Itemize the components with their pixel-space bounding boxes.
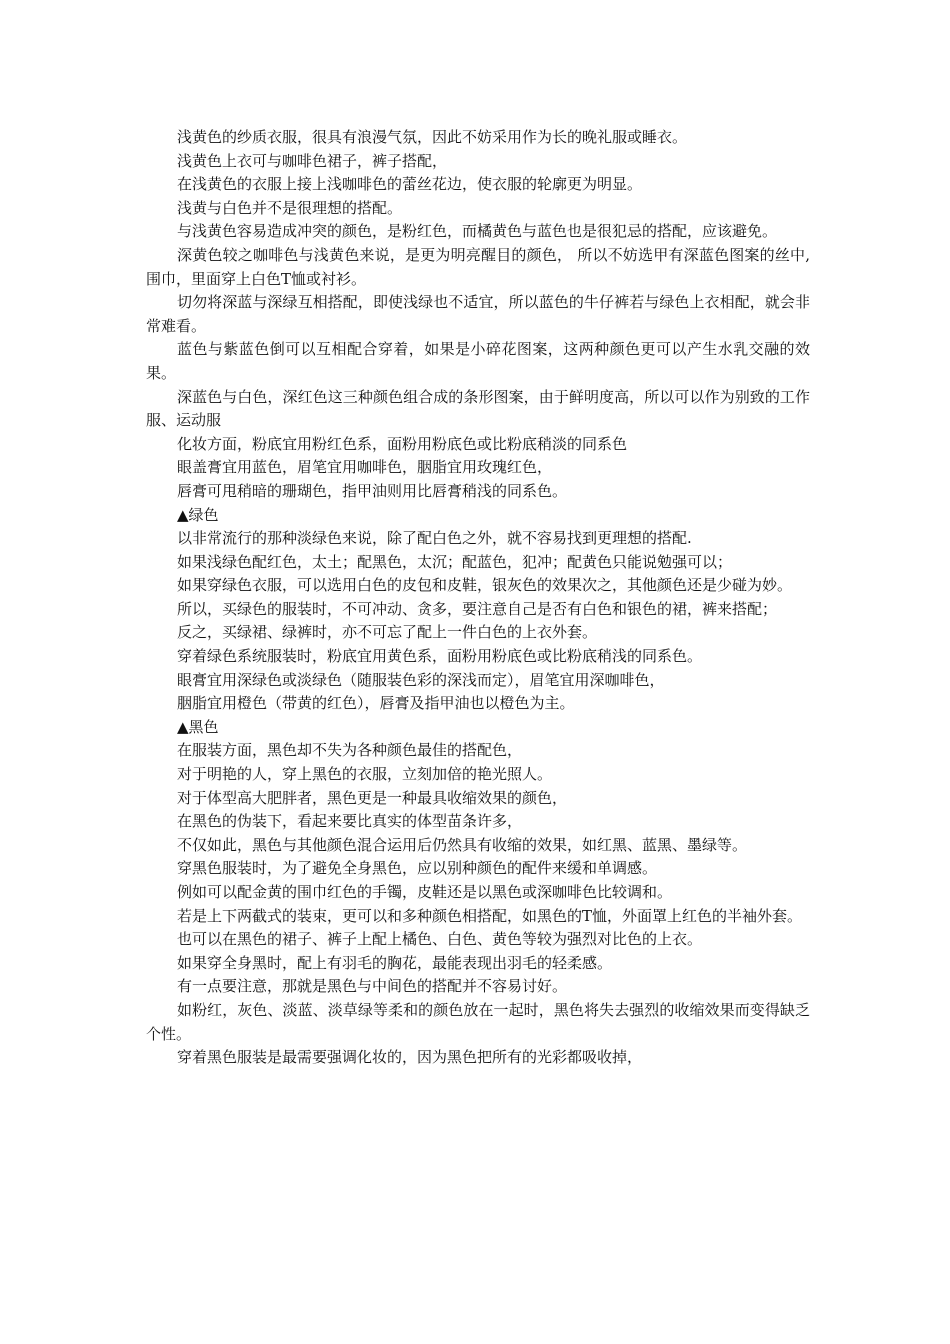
paragraph: 有一点要注意，那就是黑色与中间色的搭配并不容易讨好。 [177,977,568,996]
paragraph: 例如可以配金黄的围巾红色的手镯，皮鞋还是以黑色或深咖啡色比较调和。 [177,883,673,901]
paragraph: 深黄色较之咖啡色与浅黄色来说，是更为明亮醒目的颜色， 所以不妨选甲有深蓝色图案的丝中,围巾，里面穿上白色T恤或衬衫。 [146,245,810,288]
paragraph: 以非常流行的那种淡绿色来说，除了配白色之外，就不容易找到更理想的搭配. [177,529,692,548]
paragraph: 反之，买绿裙、绿裤时，亦不可忘了配上一件白色的上衣外套。 [177,623,598,642]
section-heading-green: ▲绿色 [177,505,219,524]
paragraph: 不仅如此，黑色与其他颜色混合运用后仍然具有收缩的效果，如红黑、蓝黑、墨绿等。 [177,835,748,854]
paragraph: 如果穿全身黑时，配上有羽毛的胸花，最能表现出羽毛的轻柔感。 [177,953,613,972]
paragraph: 眼膏宜用深绿色或淡绿色（随服装色彩的深浅而定），眉笔宜用深咖啡色， [177,670,665,689]
section-heading-black: ▲黑色 [177,717,219,736]
paragraph: 对于明艳的人，穿上黑色的衣服，立刻加倍的艳光照人。 [177,765,553,784]
paragraph: 如粉红，灰色、淡蓝、淡草绿等柔和的颜色放在一起时，黑色将失去强烈的收缩效果而变得缺乏个性。 [146,1000,810,1043]
paragraph: 胭脂宜用橙色（带黄的红色），唇膏及指甲油也以橙色为主。 [177,694,575,713]
paragraph: 若是上下两截式的装束，更可以和多种颜色相搭配，如黑色的T恤，外面罩上红色的半袖外套。 [177,906,803,925]
paragraph: 化妆方面，粉底宜用粉红色系，面粉用粉底色或比粉底稍淡的同系色 [177,434,628,453]
paragraph: 切勿将深蓝与深绿互相搭配，即使浅绿也不适宜，所以蓝色的牛仔裤若与绿色上衣相配，就会非常难看。 [146,293,810,335]
paragraph: 对于体型高大肥胖者，黑色更是一种最具收缩效果的颜色， [177,788,568,807]
paragraph: 穿着黑色服装是最需要强调化妆的，因为黑色把所有的光彩都吸收掉， [177,1048,643,1067]
paragraph: 也可以在黑色的裙子、裤子上配上橘色、白色、黄色等较为强烈对比色的上衣。 [177,930,703,949]
paragraph: 穿着绿色系统服装时，粉底宜用黄色系，面粉用粉底色或比粉底稍浅的同系色。 [177,647,703,666]
paragraph: 所以，买绿色的服装时，不可冲动、贪多，要注意自己是否有白色和银色的裙，裤来搭配； [177,599,778,618]
paragraph: 眼盖膏宜用蓝色，眉笔宜用咖啡色，胭脂宜用玫瑰红色， [177,458,553,477]
paragraph: 在浅黄色的衣服上接上浅咖啡色的蕾丝花边，使衣服的轮廓更为明显。 [177,175,643,194]
paragraph: 如果穿绿色衣服，可以选用白色的皮包和皮鞋，银灰色的效果次之，其他颜色还是少碰为妙。 [177,576,793,595]
paragraph: 浅黄色上衣可与咖啡色裙子，裤子搭配， [177,151,448,170]
paragraph: 深蓝色与白色，深红色这三种颜色组合成的条形图案，由于鲜明度高，所以可以作为别致的工作服、运动服 [146,387,810,430]
paragraph: 在服装方面，黑色却不失为各种颜色最佳的搭配色， [177,741,523,760]
document-body [146,126,810,1070]
paragraph: 蓝色与紫蓝色倒可以互相配合穿着，如果是小碎花图案，这两种颜色更可以产生水乳交融的效果。 [146,340,810,382]
paragraph: 浅黄色的纱质衣服，很具有浪漫气氛，因此不妨采用作为长的晚礼服或睡衣。 [177,128,688,146]
paragraph: 如果浅绿色配红色，太土；配黑色，太沉；配蓝色，犯冲；配黄色只能说勉强可以； [177,552,733,571]
paragraph: 唇膏可甩稍暗的珊瑚色，指甲油则用比唇膏稍浅的同系色。 [177,481,568,500]
paragraph: 与浅黄色容易造成冲突的颜色，是粉红色，而橘黄色与蓝色也是很犯忌的搭配，应该避免。 [177,222,778,241]
paragraph: 浅黄与白色并不是很理想的搭配。 [177,198,403,217]
paragraph: 穿黑色服装时，为了避免全身黑色，应以别种颜色的配件来缓和单调感。 [177,859,658,878]
paragraph: 在黑色的伪装下，看起来要比真实的体型苗条许多， [177,812,523,831]
